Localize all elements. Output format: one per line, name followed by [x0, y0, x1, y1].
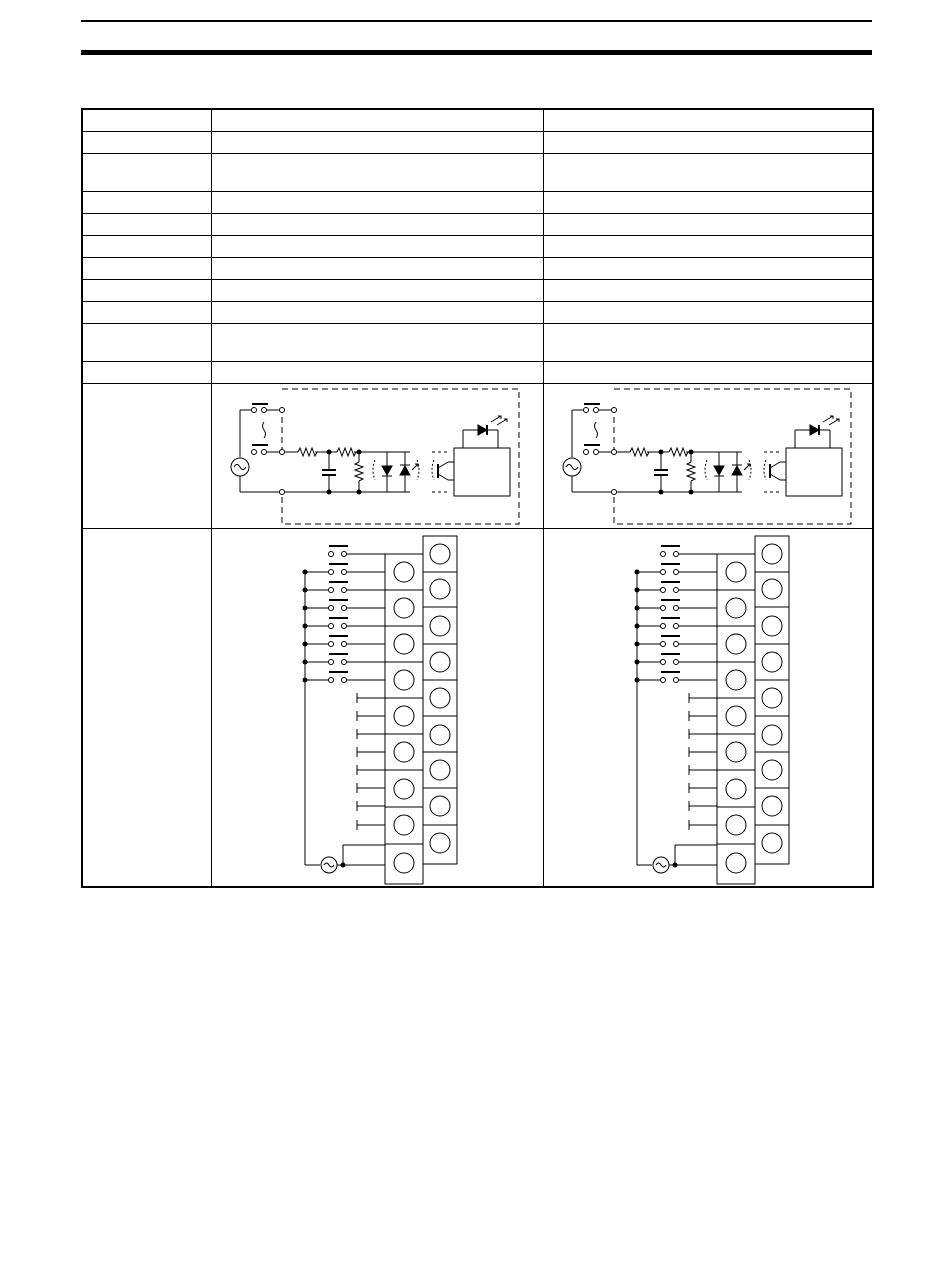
- switch-terminal: [661, 624, 666, 629]
- row-value-right: [544, 258, 874, 280]
- light-arrow: [497, 419, 507, 425]
- switch-terminal: [329, 570, 334, 575]
- row-label: [82, 258, 212, 280]
- screw-terminal: [394, 562, 414, 582]
- row-value-left: [212, 132, 544, 154]
- junction-dot: [357, 490, 361, 494]
- screw-terminal: [762, 544, 782, 564]
- switch-terminal: [329, 624, 334, 629]
- screw-terminal: [726, 853, 746, 873]
- row-value-right: [544, 324, 874, 362]
- row-label: [82, 324, 212, 362]
- led-icon: [478, 425, 487, 435]
- switch-terminal: [329, 660, 334, 665]
- led-icon: [400, 466, 410, 475]
- header-cell-left: [212, 109, 544, 132]
- switch-terminal: [661, 606, 666, 611]
- table-row: [82, 236, 873, 258]
- screw-terminal: [762, 796, 782, 816]
- screw-terminal: [430, 833, 450, 853]
- screw-terminal: [726, 779, 746, 799]
- resistor-icon: [298, 448, 317, 456]
- switch-terminal: [674, 588, 679, 593]
- switch-terminal: [661, 570, 666, 575]
- screw-terminal: [762, 579, 782, 599]
- row-label: [82, 362, 212, 384]
- table-row: [82, 154, 873, 192]
- input-terminal: [280, 408, 285, 413]
- resistor-icon: [630, 448, 649, 456]
- photo-transistor-icon: [770, 474, 780, 480]
- switch-terminal: [262, 450, 267, 455]
- common-terminal: [280, 450, 285, 455]
- resistor-icon: [337, 448, 356, 456]
- screw-terminal: [762, 725, 782, 745]
- row-label: [82, 302, 212, 324]
- circuit-cell-left: [212, 384, 544, 529]
- switch-terminal: [262, 408, 267, 413]
- screw-terminal: [430, 544, 450, 564]
- terminal-connection-row: [82, 529, 873, 888]
- switch-terminal: [342, 642, 347, 647]
- resistor-icon: [355, 462, 363, 481]
- row-value-right: [544, 280, 874, 302]
- circuit-row-label: [82, 384, 212, 529]
- screw-terminal: [762, 688, 782, 708]
- switch-terminal: [342, 624, 347, 629]
- row-value-right: [544, 214, 874, 236]
- screw-terminal: [726, 815, 746, 835]
- screw-terminal: [762, 616, 782, 636]
- input-terminal: [612, 408, 617, 413]
- table-row: [82, 324, 873, 362]
- screw-terminal: [430, 760, 450, 780]
- switch-terminal: [661, 642, 666, 647]
- switch-terminal: [252, 408, 257, 413]
- junction-dot: [689, 490, 693, 494]
- common-terminal: [280, 490, 285, 495]
- opto-boundary: [764, 460, 766, 480]
- opto-boundary: [749, 460, 751, 480]
- internal-circuit-box: [786, 448, 842, 496]
- screw-terminal: [726, 670, 746, 690]
- photo-transistor-icon: [438, 474, 448, 480]
- connection-cell-left: [212, 529, 544, 888]
- row-value-left: [212, 192, 544, 214]
- light-arrow: [829, 419, 839, 425]
- row-value-right: [544, 302, 874, 324]
- switch-terminal: [329, 552, 334, 557]
- led-icon: [810, 425, 819, 435]
- switch-terminal: [661, 588, 666, 593]
- switch-terminal: [674, 570, 679, 575]
- screw-terminal: [726, 598, 746, 618]
- screw-terminal: [762, 652, 782, 672]
- switch-terminal: [342, 606, 347, 611]
- common-terminal: [612, 490, 617, 495]
- row-label: [82, 132, 212, 154]
- opto-boundary: [373, 460, 375, 480]
- screw-terminal: [394, 853, 414, 873]
- switch-terminal: [674, 660, 679, 665]
- table-row: [82, 302, 873, 324]
- table-row: [82, 280, 873, 302]
- row-label: [82, 280, 212, 302]
- row-value-left: [212, 258, 544, 280]
- screw-terminal: [430, 616, 450, 636]
- circuit-diagram-right: [544, 384, 875, 528]
- junction-dot: [659, 490, 663, 494]
- switch-terminal: [584, 450, 589, 455]
- screw-terminal: [394, 598, 414, 618]
- switch-terminal: [342, 552, 347, 557]
- row-value-left: [212, 280, 544, 302]
- switch-terminal: [661, 552, 666, 557]
- connection-cell-right: [544, 529, 874, 888]
- led-icon: [714, 466, 724, 475]
- header-cell-item: [82, 109, 212, 132]
- circuit-cell-right: [544, 384, 874, 529]
- circuit-configuration-row: [82, 384, 873, 529]
- screw-terminal: [430, 579, 450, 599]
- terminal-connection-diagram-left: [212, 529, 543, 886]
- switch-terminal: [674, 624, 679, 629]
- header-thick-rule: [81, 50, 872, 55]
- opto-boundary: [432, 460, 434, 480]
- switch-terminal: [329, 678, 334, 683]
- row-label: [82, 154, 212, 192]
- break-symbol: [263, 422, 266, 438]
- terminal-connection-diagram-right: [544, 529, 875, 886]
- table-row: [82, 258, 873, 280]
- opto-boundary: [705, 460, 707, 480]
- common-terminal: [612, 450, 617, 455]
- row-value-right: [544, 154, 874, 192]
- table-header-row: [82, 109, 873, 132]
- light-arrow: [823, 416, 833, 422]
- screw-terminal: [430, 688, 450, 708]
- led-icon: [732, 466, 742, 475]
- screw-terminal: [430, 796, 450, 816]
- switch-terminal: [342, 588, 347, 593]
- opto-boundary: [417, 460, 419, 480]
- screw-terminal: [394, 706, 414, 726]
- photo-transistor-icon: [438, 462, 448, 468]
- switch-terminal: [252, 450, 257, 455]
- switch-terminal: [594, 408, 599, 413]
- internal-circuit-box: [454, 448, 510, 496]
- switch-terminal: [329, 606, 334, 611]
- screw-terminal: [394, 634, 414, 654]
- table-row: [82, 214, 873, 236]
- row-value-right: [544, 192, 874, 214]
- header-cell-right: [544, 109, 874, 132]
- switch-terminal: [674, 678, 679, 683]
- screw-terminal: [394, 742, 414, 762]
- connection-row-label: [82, 529, 212, 888]
- row-label: [82, 236, 212, 258]
- screw-terminal: [762, 833, 782, 853]
- table-row: [82, 132, 873, 154]
- row-value-left: [212, 302, 544, 324]
- screw-terminal: [430, 725, 450, 745]
- resistor-icon: [669, 448, 688, 456]
- switch-terminal: [661, 660, 666, 665]
- screw-terminal: [394, 670, 414, 690]
- row-value-left: [212, 214, 544, 236]
- switch-terminal: [674, 552, 679, 557]
- screw-terminal: [394, 779, 414, 799]
- light-arrow: [491, 416, 501, 422]
- screw-terminal: [726, 634, 746, 654]
- switch-terminal: [329, 642, 334, 647]
- row-label: [82, 214, 212, 236]
- switch-terminal: [342, 678, 347, 683]
- screw-terminal: [726, 562, 746, 582]
- row-value-right: [544, 236, 874, 258]
- screw-terminal: [726, 706, 746, 726]
- switch-terminal: [594, 450, 599, 455]
- junction-dot: [327, 490, 331, 494]
- light-arrow: [412, 464, 418, 470]
- light-arrow: [744, 464, 750, 470]
- table-row: [82, 362, 873, 384]
- screw-terminal: [430, 652, 450, 672]
- switch-terminal: [342, 570, 347, 575]
- screw-terminal: [726, 742, 746, 762]
- resistor-icon: [687, 462, 695, 481]
- row-label: [82, 192, 212, 214]
- switch-terminal: [661, 678, 666, 683]
- row-value-left: [212, 324, 544, 362]
- break-symbol: [595, 422, 598, 438]
- switch-terminal: [584, 408, 589, 413]
- row-value-right: [544, 362, 874, 384]
- row-value-left: [212, 362, 544, 384]
- switch-terminal: [674, 606, 679, 611]
- circuit-diagram-left: [212, 384, 543, 528]
- screw-terminal: [762, 760, 782, 780]
- screw-terminal: [394, 815, 414, 835]
- led-icon: [382, 466, 392, 475]
- photo-transistor-icon: [770, 462, 780, 468]
- switch-terminal: [674, 642, 679, 647]
- header-thin-rule: [81, 20, 872, 22]
- table-row: [82, 192, 873, 214]
- switch-terminal: [329, 588, 334, 593]
- row-value-left: [212, 236, 544, 258]
- switch-terminal: [342, 660, 347, 665]
- row-value-left: [212, 154, 544, 192]
- row-value-right: [544, 132, 874, 154]
- specification-table: [81, 108, 874, 888]
